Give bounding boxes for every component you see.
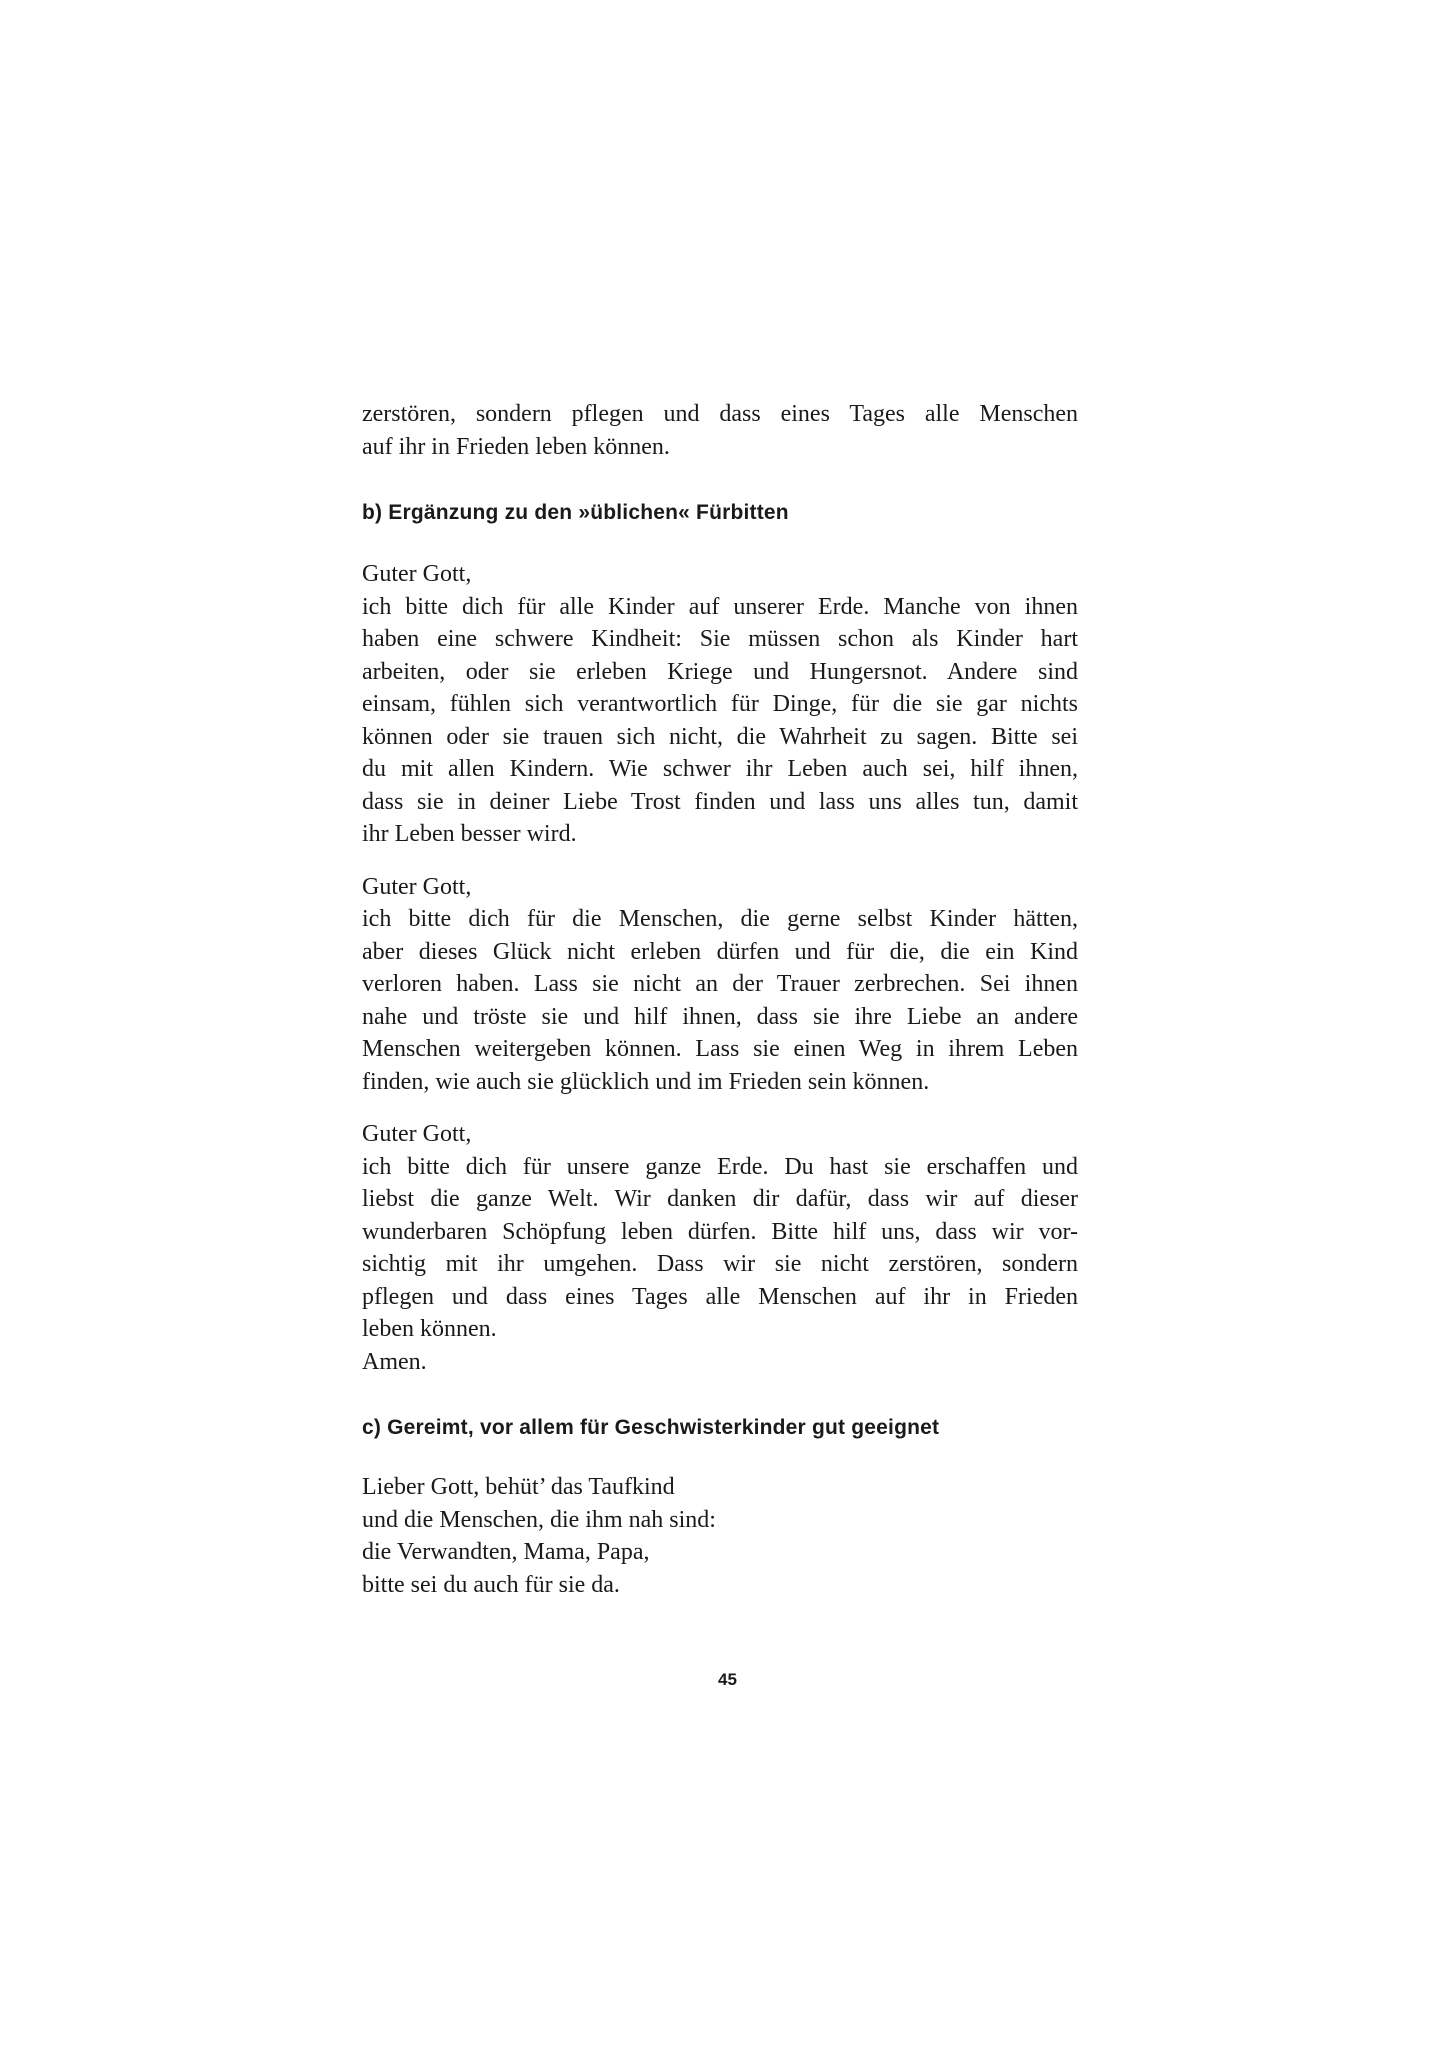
text-line: ich bitte dich für unsere ganze Erde. Du hast sie erschaffen und xyxy=(362,1153,1078,1180)
text-line: ihr Leben besser wird. xyxy=(362,821,577,847)
text-line: können oder sie trauen sich nicht, die Wahrheit zu sagen. Bitte sei xyxy=(362,723,1078,750)
text-line: haben eine schwere Kindheit: Sie müssen schon als Kinder hart xyxy=(362,626,1078,652)
text-line: nahe und tröste sie und hilf ihnen, dass sie ihre Liebe an andere xyxy=(362,1003,1078,1030)
prayer-salutation: Guter Gott, xyxy=(362,561,472,587)
text-line: einsam, fühlen sich verantwortlich für Dinge, für die sie gar nichts xyxy=(362,691,1078,717)
text-line: pflegen und dass eines Tages alle Menschen auf ihr in Frieden xyxy=(362,1283,1078,1310)
prayer-salutation: Guter Gott, xyxy=(362,1121,472,1147)
text-line: aber dieses Glück nicht erleben dürfen und für die, die ein Kind xyxy=(362,938,1078,965)
verse-line: die Verwandten, Mama, Papa, xyxy=(362,1539,650,1565)
prayer-3 xyxy=(362,1118,1078,1378)
prayer-1 xyxy=(362,558,1078,851)
verse-line: und die Menschen, die ihm nah sind: xyxy=(362,1506,716,1533)
rhymed-verse xyxy=(362,1471,1078,1601)
text-line: verloren haben. Lass sie nicht an der Trauer zerbrechen. Sei ihnen xyxy=(362,971,1078,997)
section-c-heading: c) Gereimt, vor allem für Geschwisterkinder gut geeignet xyxy=(362,1416,940,1439)
prayer-closing: Amen. xyxy=(362,1348,427,1375)
verse-line: Lieber Gott, behüt’ das Taufkind xyxy=(362,1474,675,1500)
text-line: zerstören, sondern pflegen und dass eines Tages alle Menschen xyxy=(362,401,1078,427)
text-line: ich bitte dich für alle Kinder auf unserer Erde. Manche von ihnen xyxy=(362,593,1078,620)
text-line: finden, wie auch sie glücklich und im Frieden sein können. xyxy=(362,1068,930,1095)
prayer-2 xyxy=(362,871,1078,1099)
text-line: leben können. xyxy=(362,1316,497,1342)
text-line: Menschen weitergeben können. Lass sie einen Weg in ihrem Leben xyxy=(362,1036,1078,1062)
section-b-heading: b) Ergänzung zu den »üblichen« Fürbitten xyxy=(362,501,789,524)
text-line: arbeiten, oder sie erleben Kriege und Hungersnot. Andere sind xyxy=(362,658,1078,685)
prayer-salutation: Guter Gott, xyxy=(362,873,472,900)
text-line: wunderbaren Schöpfung leben dürfen. Bitte hilf uns, dass wir vor- xyxy=(362,1218,1078,1245)
text-line: auf ihr in Frieden leben können. xyxy=(362,433,670,460)
text-line: liebst die ganze Welt. Wir danken dir dafür, dass wir auf dieser xyxy=(362,1186,1078,1212)
continuation-paragraph xyxy=(362,398,1078,463)
text-line: ich bitte dich für die Menschen, die gerne selbst Kinder hätten, xyxy=(362,906,1078,932)
text-column xyxy=(362,398,1078,1601)
text-line: dass sie in deiner Liebe Trost finden und lass uns alles tun, damit xyxy=(362,788,1078,815)
page-number: 45 xyxy=(718,1670,737,1689)
verse-line: bitte sei du auch für sie da. xyxy=(362,1571,620,1598)
text-line: sichtig mit ihr umgehen. Dass wir sie nicht zerstören, sondern xyxy=(362,1251,1078,1277)
text-line: du mit allen Kindern. Wie schwer ihr Leben auch sei, hilf ihnen, xyxy=(362,756,1078,782)
